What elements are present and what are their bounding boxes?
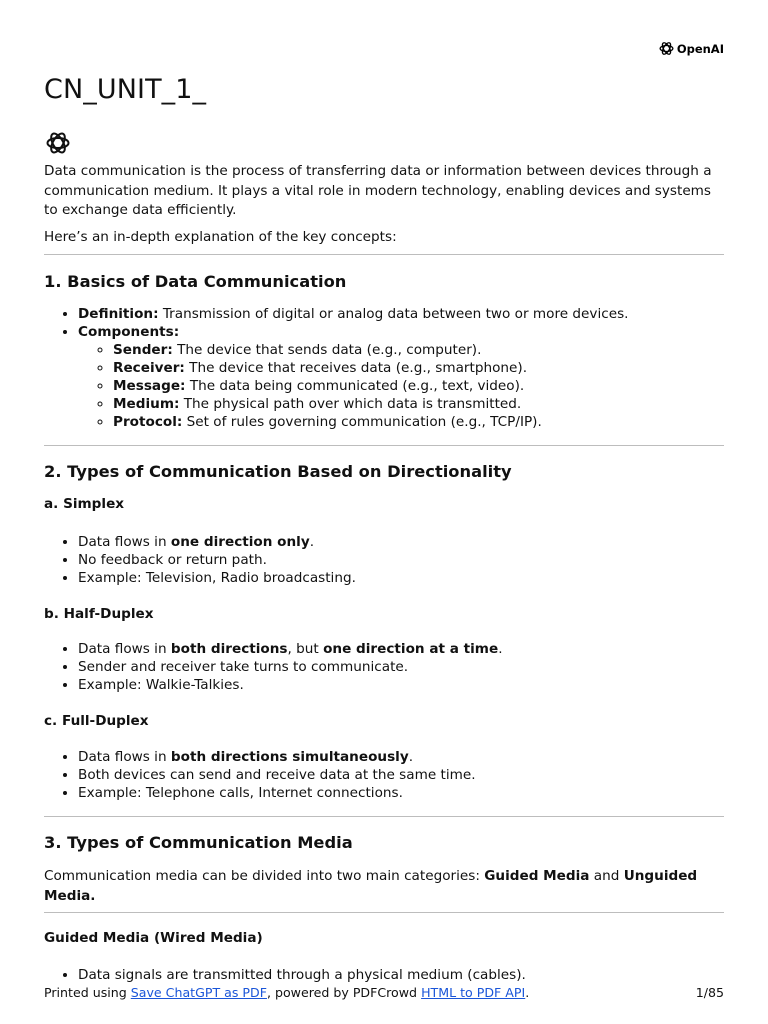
section-1-heading: 1. Basics of Data Communication [44,272,347,291]
page-number: 1/85 [695,985,724,1000]
section-3-heading: 3. Types of Communication Media [44,832,353,852]
html-to-pdf-api-link[interactable]: HTML to PDF API [421,985,526,1000]
intro-paragraph: Data communication is the process of transferring data or information between devices through a communication medium. It plays a vital role in modern technology, enabling devices and systems to exchange data efficiently. [44,163,712,218]
list-item: ◦ Medium: The physical path over which data is transmitted. [113,395,724,413]
list-item: • Example: Telephone calls, Internet connections. [78,784,724,802]
divider [44,445,724,446]
media-paragraph: Communication media can be divided into two main categories: Guided Media and Unguided Media. [44,868,698,904]
document-title: CN_UNIT_1_ [44,74,207,105]
list-item: • Definition: Transmission of digital or analog data between two or more devices. [78,305,724,323]
simplex-heading: a. Simplex [44,496,125,512]
list-item: • Data flows in one direction only. [78,533,724,551]
guided-media-list [44,966,724,984]
list-item: • Data flows in both directions, but one direction at a time. [78,640,724,658]
document-content [44,162,724,984]
openai-brand [658,40,724,57]
list-item: • Example: Television, Radio broadcasting. [78,569,724,587]
chatgpt-avatar-icon [44,129,72,157]
list-item: • Data flows in both directions simultaneously. [78,748,724,766]
openai-logo-icon [658,40,675,57]
list-item: ◦ Sender: The device that sends data (e.g., computer). [113,341,724,359]
list-item: ◦ Protocol: Set of rules governing communication (e.g., TCP/IP). [113,413,724,431]
list-item: ◦ Receiver: The device that receives data (e.g., smartphone). [113,359,724,377]
list-item: ◦ Message: The data being communicated (e.g., text, video). [113,377,724,395]
list-item: • Data signals are transmitted through a physical medium (cables). [78,966,724,984]
full-duplex-heading: c. Full-Duplex [44,713,149,729]
save-chatgpt-pdf-link[interactable]: Save ChatGPT as PDF [130,985,267,1000]
lead-paragraph: Here’s an in-depth explanation of the key concepts: [44,228,397,245]
half-duplex-list [44,640,724,694]
full-duplex-list [44,748,724,802]
brand-name: OpenAI [676,41,724,56]
document-page [44,0,724,1024]
components-list [78,341,724,431]
simplex-list [44,533,724,587]
list-item: • Sender and receiver take turns to communicate. [78,658,724,676]
list-item: • Components: ◦ Sender: The device that sends data (e.g., computer). ◦ Receiver: The device that receives data (e.g., smartphone). ◦ Message: The data being communicated (e.g., text, video). ◦ Medium: The physical path over which data is transmitted. ◦ Protocol: Set of rules governing communication (e.g., TCP/IP). [78,323,724,431]
half-duplex-heading: b. Half-Duplex [44,605,154,622]
page-footer [44,985,724,1000]
printed-using-text: Printed using Save ChatGPT as PDF, powered by PDFCrowd HTML to PDF API. [44,985,530,1000]
list-item: • Example: Walkie-Talkies. [78,676,724,694]
list-item: • No feedback or return path. [78,551,724,569]
list-item: • Both devices can send and receive data at the same time. [78,766,724,784]
divider [44,912,724,913]
divider [44,254,724,255]
basics-list [44,305,724,431]
guided-media-heading: Guided Media (Wired Media) [44,930,263,946]
section-2-heading: 2. Types of Communication Based on Directionality [44,461,512,481]
divider [44,816,724,817]
